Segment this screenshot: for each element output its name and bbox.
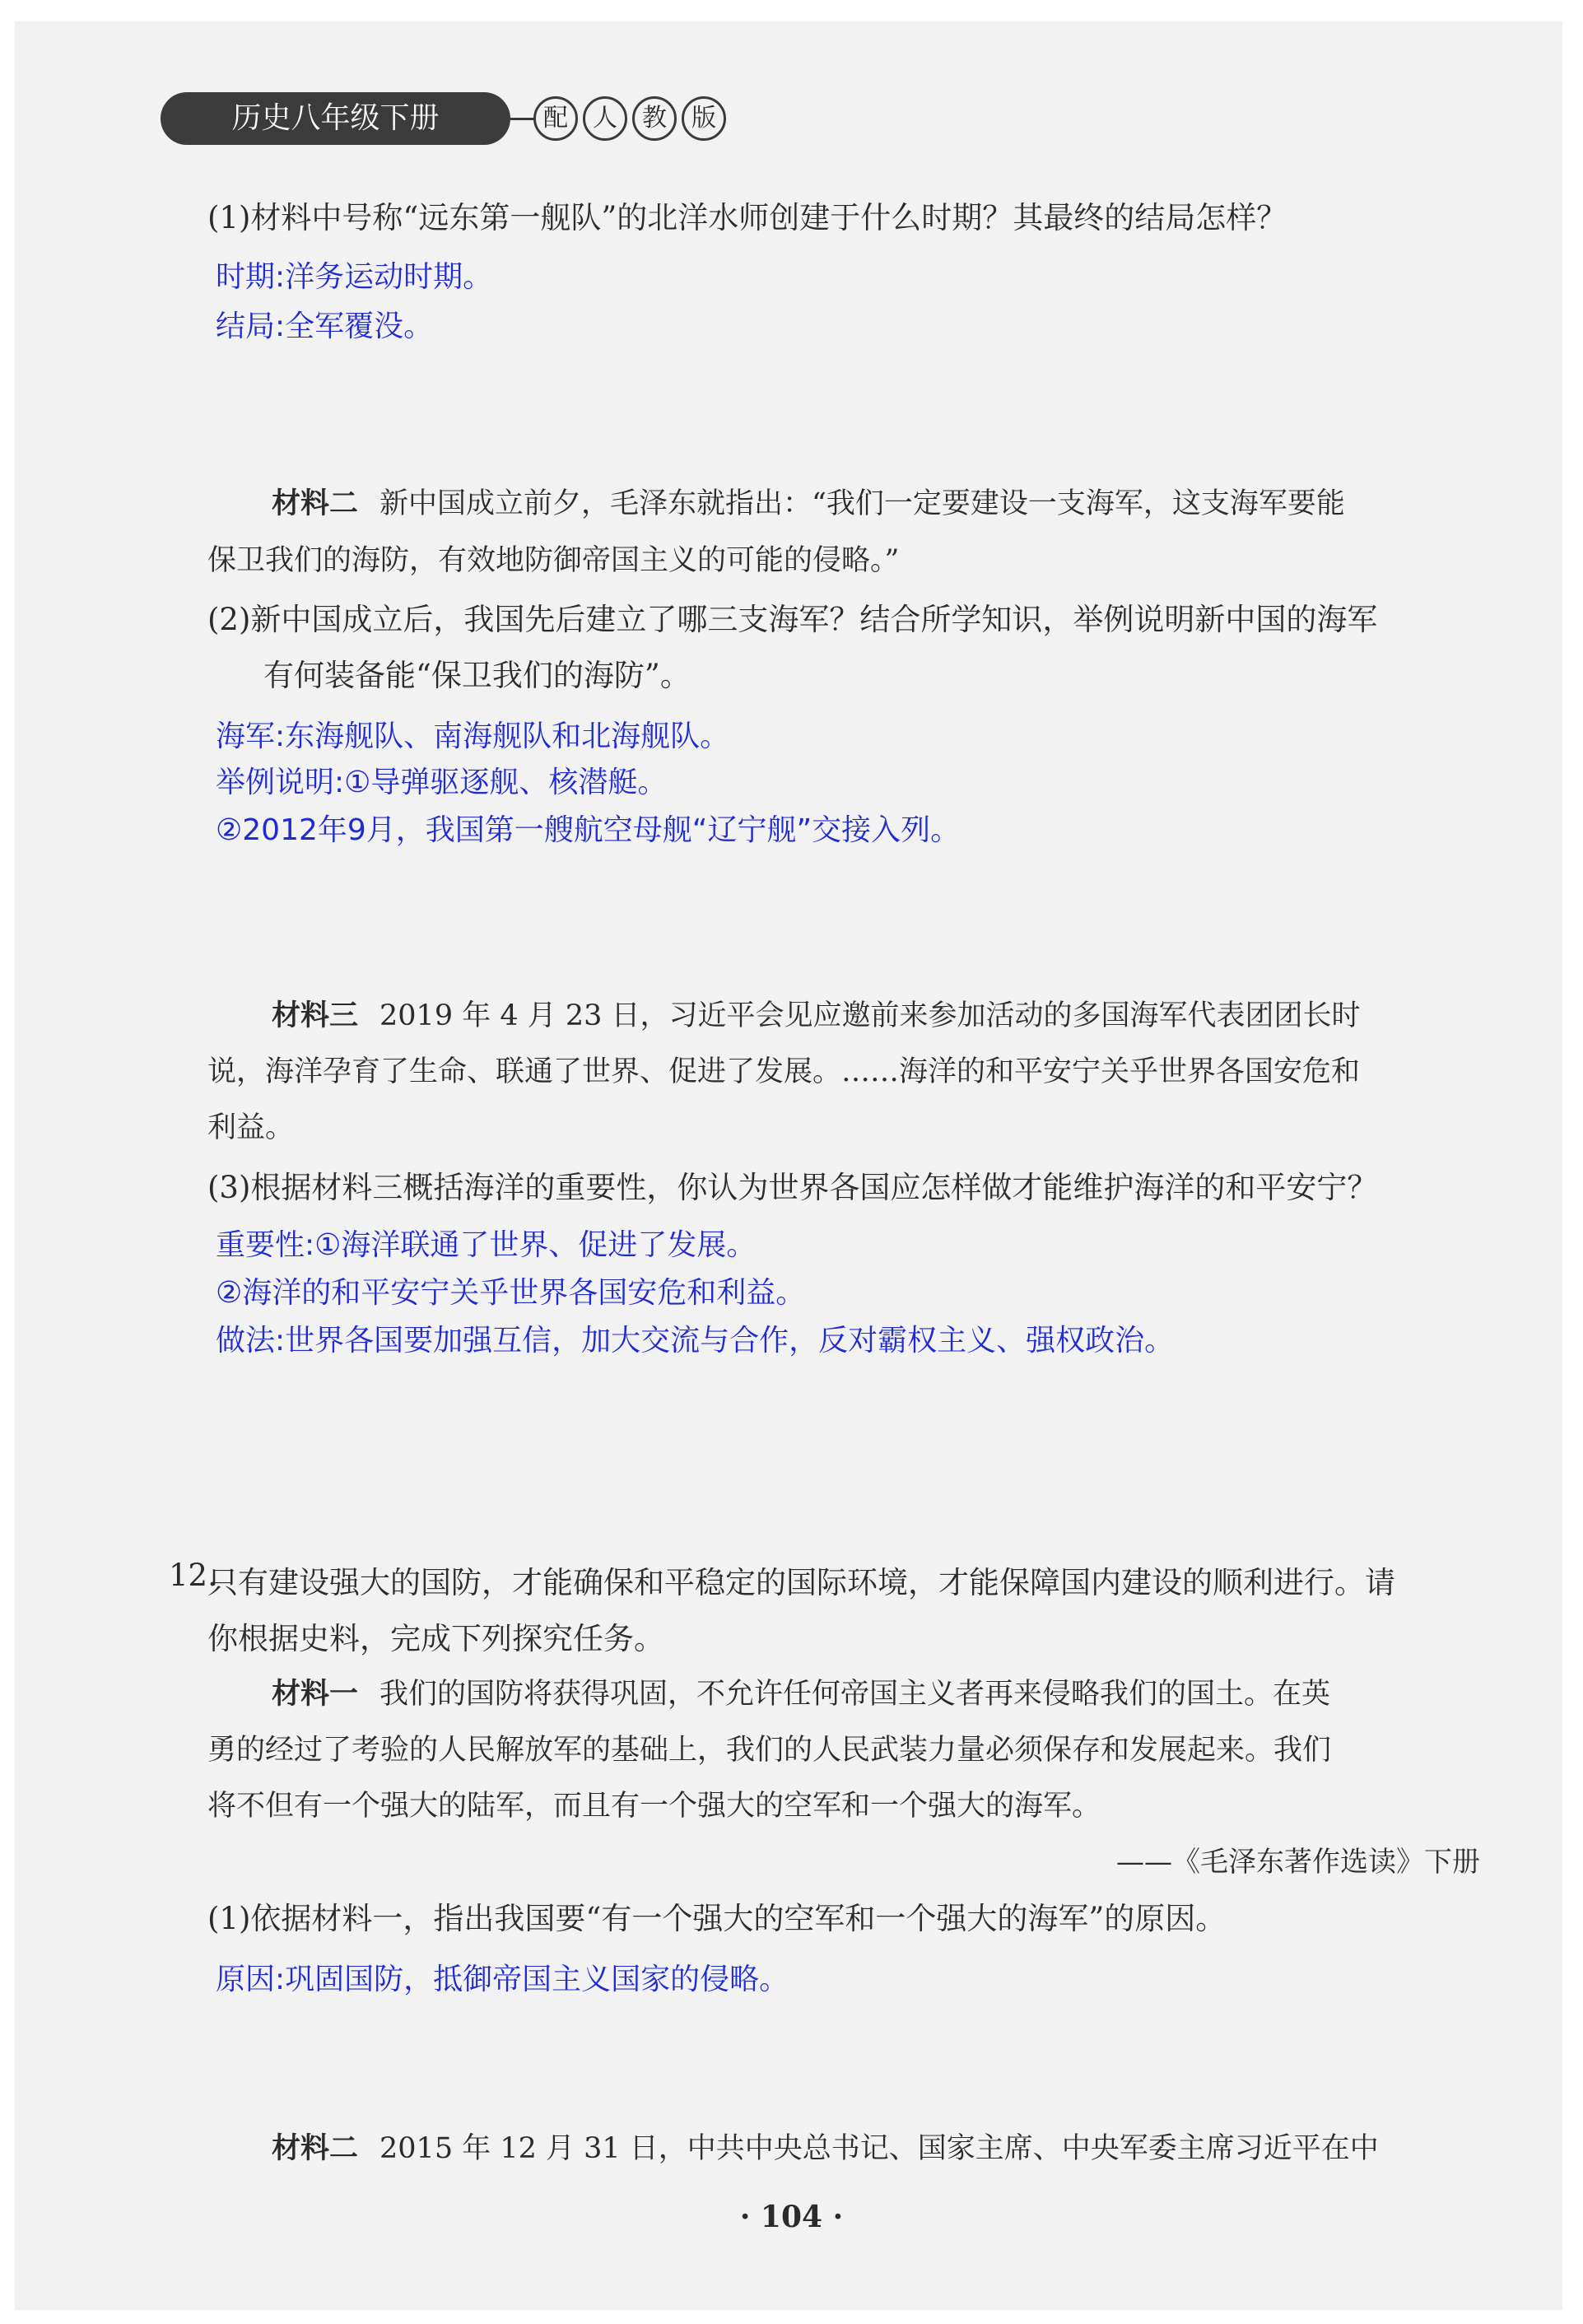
book-title-pill	[161, 92, 510, 145]
q11-part3-answer-importance: 重要性:①海洋联通了世界、促进了发展。	[216, 1228, 757, 1262]
q11-material3-label: 材料三	[272, 999, 359, 1032]
q12-stem-line2: 你根据史料，完成下列探究任务。	[207, 1621, 664, 1656]
q11-part2-question-line1: (2)新中国成立后，我国先后建立了哪三支海军？结合所学知识，举例说明新中国的海军	[207, 602, 1378, 637]
q11-part2-answer-navies: 海军:东海舰队、南海舰队和北海舰队。	[216, 720, 730, 753]
q12-material1-line3: 将不但有一个强大的陆军，而且有一个强大的空军和一个强大的海军。	[207, 1790, 1101, 1823]
edition-badge-1: 配	[533, 96, 578, 141]
q12-material1-line2: 勇的经过了考验的人民解放军的基础上，我们的人民武装力量必须保存和发展起来。我们	[207, 1734, 1332, 1767]
q11-material3-line1	[272, 993, 1361, 1034]
page-number: · 104 ·	[739, 2200, 844, 2234]
q12-number: 12.	[169, 1558, 217, 1593]
q11-part3-question: (3)根据材料三概括海洋的重要性，你认为世界各国应怎样做才能维护海洋的和平安宁？	[207, 1170, 1378, 1205]
q11-material2-line2: 保卫我们的海防，有效地防御帝国主义的可能的侵略。”	[207, 544, 900, 577]
q12-material2-line1	[272, 2126, 1379, 2167]
header-connector-line	[510, 118, 535, 120]
edition-badges	[533, 92, 731, 145]
q11-part3-answer-approach: 做法:世界各国要加强互信，加大交流与合作，反对霸权主义、强权政治。	[216, 1324, 1175, 1358]
q12-material1-source: ——《毛泽东著作选读》下册	[1116, 1846, 1480, 1879]
q12-part1-answer: 原因:巩固国防，抵御帝国主义国家的侵略。	[216, 1963, 789, 1996]
q11-material2-line1	[272, 481, 1345, 522]
q11-material2-text1: 新中国成立前夕，毛泽东就指出：“我们一定要建设一支海军，这支海军要能	[379, 487, 1345, 520]
q12-material2-label: 材料二	[272, 2131, 359, 2165]
q11-material3-line3: 利益。	[207, 1111, 295, 1144]
q11-part3-answer-importance2: ②海洋的和平安宁关乎世界各国安危和利益。	[216, 1276, 806, 1310]
q11-part1-answer-period: 时期:洋务运动时期。	[216, 260, 493, 294]
q12-material1-label: 材料一	[272, 1677, 359, 1711]
edition-badge-3: 教	[632, 96, 677, 141]
edition-badge-2: 人	[583, 96, 627, 141]
q11-material3-text1: 2019 年 4 月 23 日，习近平会见应邀前来参加活动的多国海军代表团团长时	[379, 999, 1361, 1032]
q12-material1-text1: 我们的国防将获得巩固，不允许任何帝国主义者再来侵略我们的国土。在英	[379, 1678, 1331, 1711]
q12-material2-text1: 2015 年 12 月 31 日，中共中央总书记、国家主席、中央军委主席习近平在中	[379, 2132, 1379, 2165]
q11-part1-answer-outcome: 结局:全军覆没。	[216, 310, 434, 343]
q11-part2-question-line2: 有何装备能“保卫我们的海防”。	[263, 658, 691, 693]
edition-badge-4: 版	[682, 96, 726, 141]
q12-material1-line1	[272, 1671, 1330, 1712]
q11-material2-label: 材料二	[272, 487, 359, 520]
q11-part2-answer-example: 举例说明:①导弹驱逐舰、核潜艇。	[216, 766, 668, 799]
q12-part1-question: (1)依据材料一，指出我国要“有一个强大的空军和一个强大的海军”的原因。	[207, 1901, 1227, 1936]
q11-part1-question: (1)材料中号称“远东第一舰队”的北洋水师创建于什么时期？其最终的结局怎样？	[207, 200, 1287, 235]
book-title: 历史八年级下册	[231, 101, 440, 135]
q11-part2-answer-carrier: ②2012年9月，我国第一艘航空母舰“辽宁舰”交接入列。	[216, 813, 961, 847]
q12-stem-line1: 只有建设强大的国防，才能确保和平稳定的国际环境，才能保障国内建设的顺利进行。请	[207, 1565, 1395, 1600]
q11-material3-line2: 说，海洋孕育了生命、联通了世界、促进了发展。……海洋的和平安宁关乎世界各国安危和	[207, 1055, 1361, 1088]
